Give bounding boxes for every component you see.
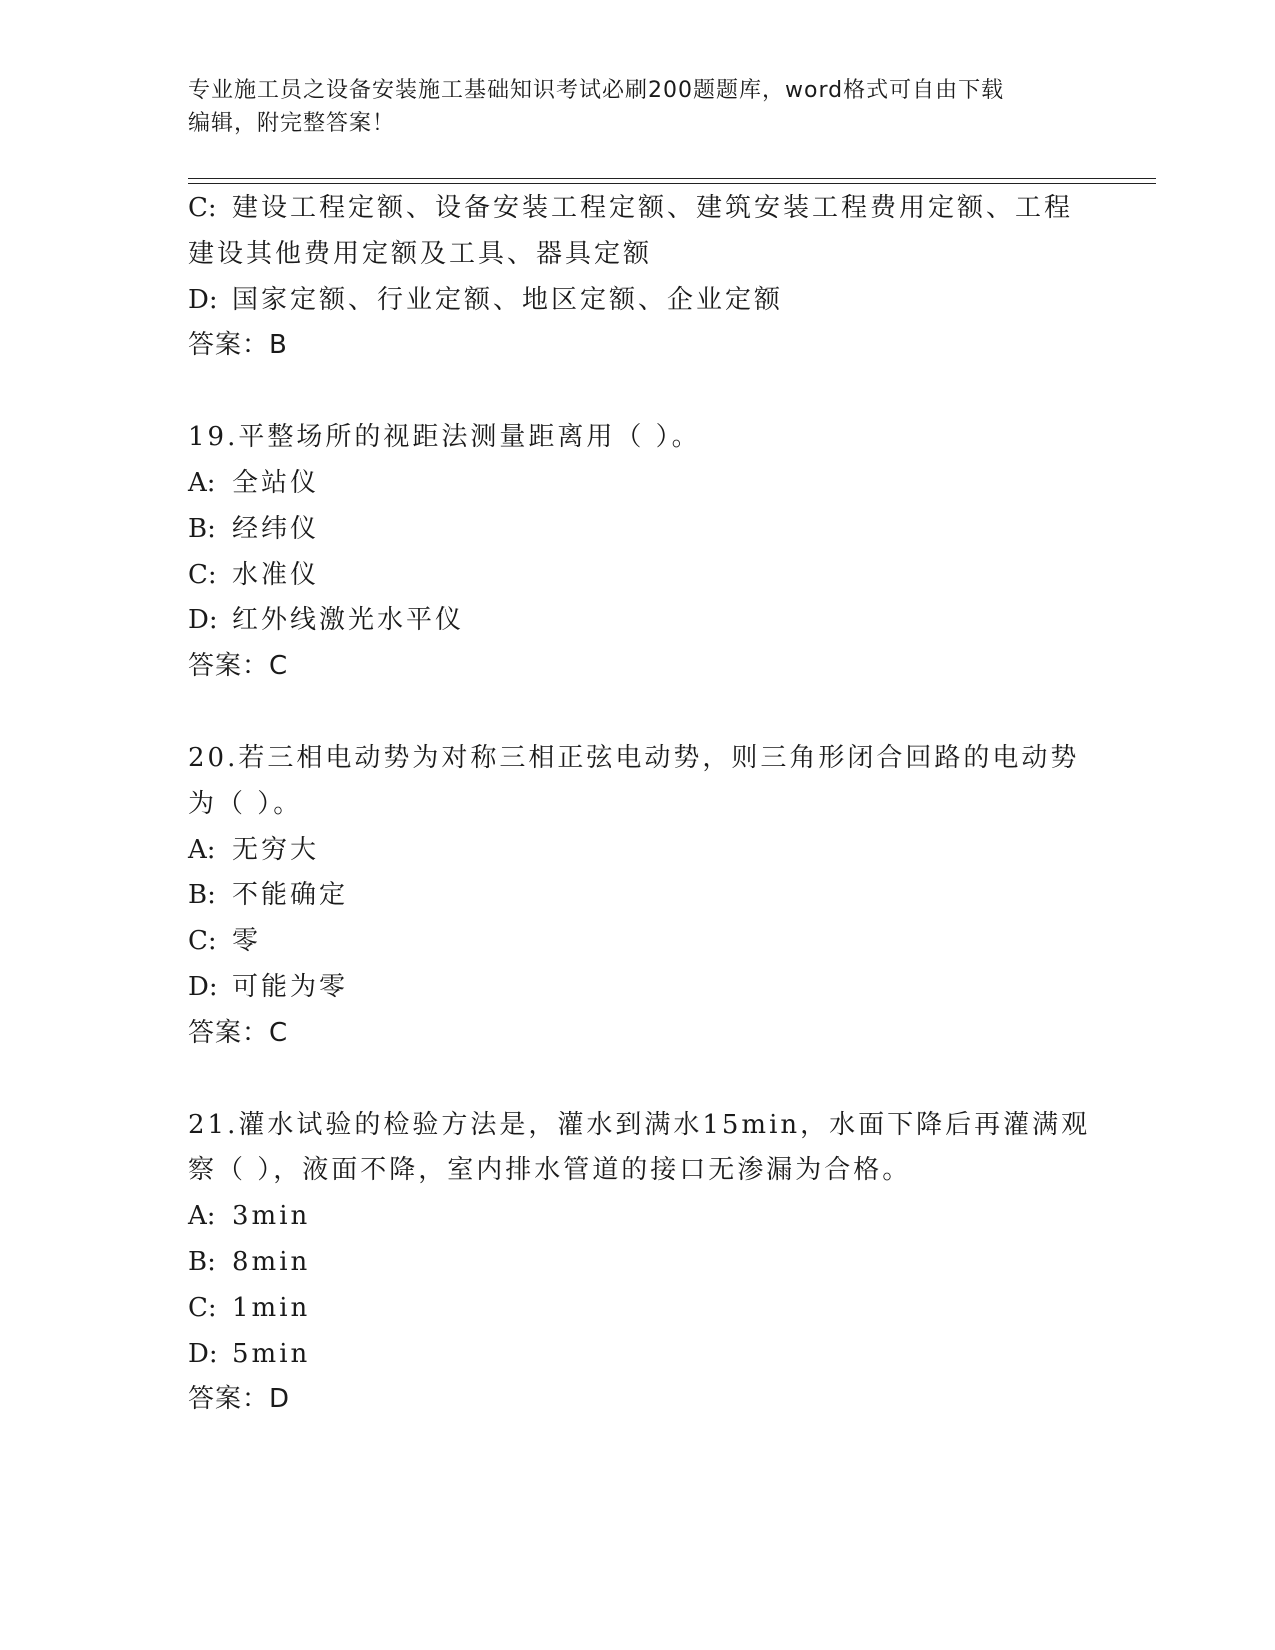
question-20 — [188, 736, 1088, 1057]
option-key: C: — [188, 1292, 217, 1323]
option-text: 不能确定 — [232, 880, 349, 911]
option-a — [188, 1194, 1088, 1240]
option-text: 零 — [232, 926, 262, 957]
option-c — [188, 919, 1088, 965]
option-text: 1min — [232, 1292, 311, 1323]
option-a — [188, 461, 1088, 507]
option-text: 可能为零 — [232, 971, 349, 1002]
option-text: 建设工程定额、设备安装工程定额、建筑安装工程费用定额、工程 — [232, 193, 1074, 223]
question-list — [188, 186, 1091, 1423]
question-stem: 19.平整场所的视距法测量距离用（ ）。 — [188, 422, 701, 453]
question-21 — [188, 1103, 1091, 1424]
option-key: B: — [188, 513, 216, 544]
header-title-line-1: 专业施工员之设备安装施工基础知识考试必刷200题题库，word格式可自由下载 — [188, 78, 1005, 103]
option-d — [188, 278, 1088, 324]
option-key: A: — [188, 834, 216, 865]
option-c — [188, 186, 1088, 232]
option-key: D: — [188, 971, 218, 1002]
option-key: A: — [188, 467, 216, 498]
option-c — [188, 1286, 1088, 1332]
option-text: 5min — [232, 1338, 311, 1369]
document-header — [188, 74, 1088, 140]
option-text: 红外线激光水平仪 — [232, 605, 465, 636]
question-stem: 20.若三相电动势为对称三相正弦电动势，则三角形闭合回路的电动势 — [188, 742, 1080, 773]
option-text: 3min — [232, 1201, 311, 1232]
option-key: B: — [188, 880, 216, 911]
option-key: B: — [188, 1246, 216, 1277]
spacer — [188, 1057, 1088, 1103]
option-d — [188, 1332, 1088, 1378]
question-stem-continuation: 为（ ）。 — [188, 788, 303, 819]
option-b — [188, 1240, 1088, 1286]
option-text: 国家定额、行业定额、地区定额、企业定额 — [232, 284, 784, 315]
answer-line: 答案：B — [188, 330, 288, 361]
option-text: 水准仪 — [232, 559, 320, 590]
option-key: D: — [188, 284, 218, 315]
header-divider-top — [188, 178, 1156, 179]
question-stem-continuation: 察（ ），液面不降，室内排水管道的接口无渗漏为合格。 — [188, 1155, 912, 1186]
question-18-tail — [188, 186, 1088, 369]
option-b — [188, 873, 1088, 919]
answer-line: 答案：D — [188, 1384, 291, 1415]
option-text: 无穷大 — [232, 834, 320, 865]
question-stem: 21.灌水试验的检验方法是，灌水到满水15min，水面下降后再灌满观 — [188, 1109, 1091, 1140]
header-title-line-2: 编辑，附完整答案！ — [188, 111, 396, 136]
answer-line: 答案：C — [188, 1017, 289, 1048]
option-text: 全站仪 — [232, 467, 320, 498]
option-key: D: — [188, 1338, 218, 1369]
option-c-continuation: 建设其他费用定额及工具、器具定额 — [188, 238, 653, 269]
question-19 — [188, 415, 1088, 690]
option-key: C: — [188, 193, 217, 223]
option-b — [188, 507, 1088, 553]
option-a — [188, 828, 1088, 874]
header-divider-bottom — [188, 183, 1156, 184]
option-text: 经纬仪 — [232, 513, 320, 544]
option-text: 8min — [232, 1246, 311, 1277]
answer-line: 答案：C — [188, 651, 289, 682]
option-key: A: — [188, 1201, 216, 1232]
option-key: C: — [188, 559, 217, 590]
spacer — [188, 690, 1088, 736]
option-key: C: — [188, 926, 217, 957]
option-d — [188, 598, 1088, 644]
option-key: D: — [188, 605, 218, 636]
option-d — [188, 965, 1088, 1011]
option-c — [188, 553, 1088, 599]
spacer — [188, 369, 1088, 415]
